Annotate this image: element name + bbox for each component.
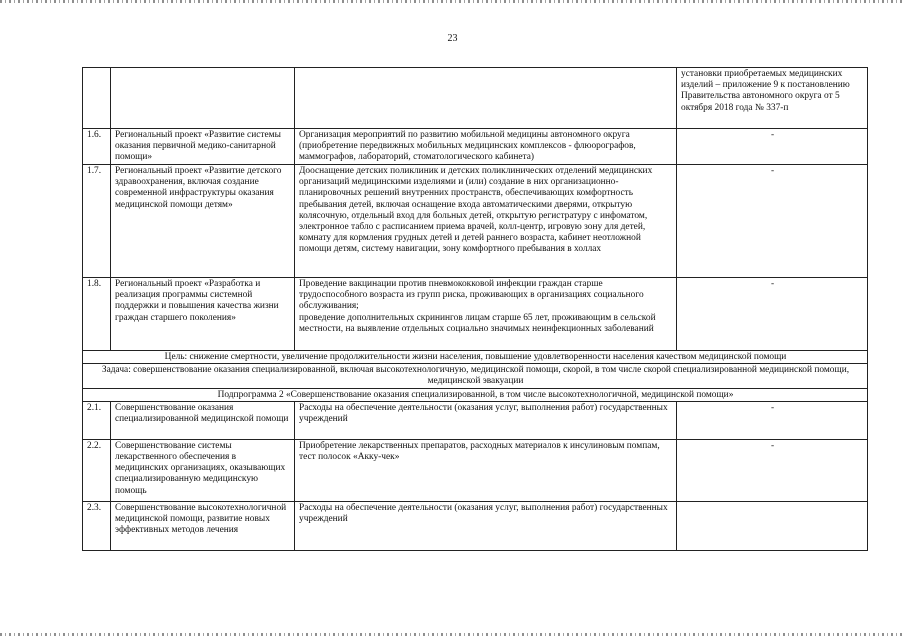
action-description: Организация мероприятий по развитию мобильной медицины автономного округа (приобретение передвижных мобильных медицинских комплексов - флюорографов, маммографов, лабораторий, стоматологического кабинета): [295, 129, 677, 165]
table-row: [83, 278, 868, 351]
table-row: [83, 68, 868, 129]
row-number: 1.7.: [83, 165, 111, 278]
program-table: [82, 67, 868, 551]
action-description: Проведение вакцинации против пневмококковой инфекции граждан старше трудоспособного возраста из групп риска, проживающих в организациях социального обслуживания; проведение дополнительных скринингов лицам старше 65 лет, проживающим в сельской местности, на выявление отдельных социально значимых неинфекционных заболеваний: [295, 278, 677, 351]
action-description: Дооснащение детских поликлиник и детских поликлинических отделений медицинских организаций медицинскими изделиями и (или) создание в них организационно-планировочных решений внутренних пространств, обеспечивающих комфортность пребывания детей, включая оснащение входа автоматическими дверями, открытую колясочную, отдельный вход для больных детей, открытую регистратуру с инфоматом, электронное табло с расписанием приема врачей, колл-центр, игровую зону для детей, комнату для кормления грудных детей и детей раннего возраста, кабинет неотложной помощи детям, систему навигации, зону комфортного пребывания в холлах: [295, 165, 677, 278]
action-description: [295, 68, 677, 129]
project-name: [111, 68, 295, 129]
project-name: Совершенствование оказания специализированной медицинской помощи: [111, 401, 295, 439]
row-number: 2.1.: [83, 401, 111, 439]
action-description: Расходы на обеспечение деятельности (оказания услуг, выполнения работ) государственных учреждений: [295, 501, 677, 550]
table-row: [83, 501, 868, 550]
table-row: [83, 439, 868, 501]
page-number: 23: [447, 33, 458, 44]
table-row: [83, 401, 868, 439]
goal-row: [83, 351, 868, 364]
note-cell: установки приобретаемых медицинских изделий – приложение 9 к постановлению Правительства автономного округа от 5 октября 2018 года № 337-п: [677, 68, 868, 129]
note-cell: -: [677, 129, 868, 165]
table-row: [83, 165, 868, 278]
row-number: [83, 68, 111, 129]
note-cell: -: [677, 401, 868, 439]
row-number: 1.6.: [83, 129, 111, 165]
project-name: Региональный проект «Разработка и реализация программы системной поддержки и повышения качества жизни граждан старшего поколения»: [111, 278, 295, 351]
note-cell: -: [677, 165, 868, 278]
note-cell: -: [677, 278, 868, 351]
action-description: Приобретение лекарственных препаратов, расходных материалов к инсулиновым помпам, тест полосок «Акку-чек»: [295, 439, 677, 501]
project-name: Совершенствование системы лекарственного обеспечения в медицинских организациях, оказывающих специализированную медицинскую помощь: [111, 439, 295, 501]
row-number: 1.8.: [83, 278, 111, 351]
action-description: Расходы на обеспечение деятельности (оказания услуг, выполнения работ) государственных учреждений: [295, 401, 677, 439]
project-name: Региональный проект «Развитие детского здравоохранения, включая создание современной инфраструктуры оказания медицинской помощи детям»: [111, 165, 295, 278]
task-row: [83, 364, 868, 388]
project-name: Совершенствование высокотехнологичной медицинской помощи, развитие новых эффективных методов лечения: [111, 501, 295, 550]
subprogram-row: [83, 388, 868, 401]
subprogram-title: Подпрограмма 2 «Совершенствование оказания специализированной, в том числе высокотехнологичной, медицинской помощи»: [83, 388, 868, 401]
scan-bottom-edge: [0, 633, 905, 636]
row-number: 2.3.: [83, 501, 111, 550]
goal-text: Цель: снижение смертности, увеличение продолжительности жизни населения, повышение удовлетворенности населения качеством медицинской помощи: [83, 351, 868, 364]
scan-top-edge: [0, 0, 905, 3]
note-cell: -: [677, 439, 868, 501]
project-name: Региональный проект «Развитие системы оказания первичной медико-санитарной помощи»: [111, 129, 295, 165]
task-text: Задача: совершенствование оказания специализированной, включая высокотехнологичную, медицинской помощи, скорой, в том числе скорой специализированной медицинской помощи, медицинской эвакуации: [83, 364, 868, 388]
row-number: 2.2.: [83, 439, 111, 501]
note-cell: [677, 501, 868, 550]
table-row: [83, 129, 868, 165]
